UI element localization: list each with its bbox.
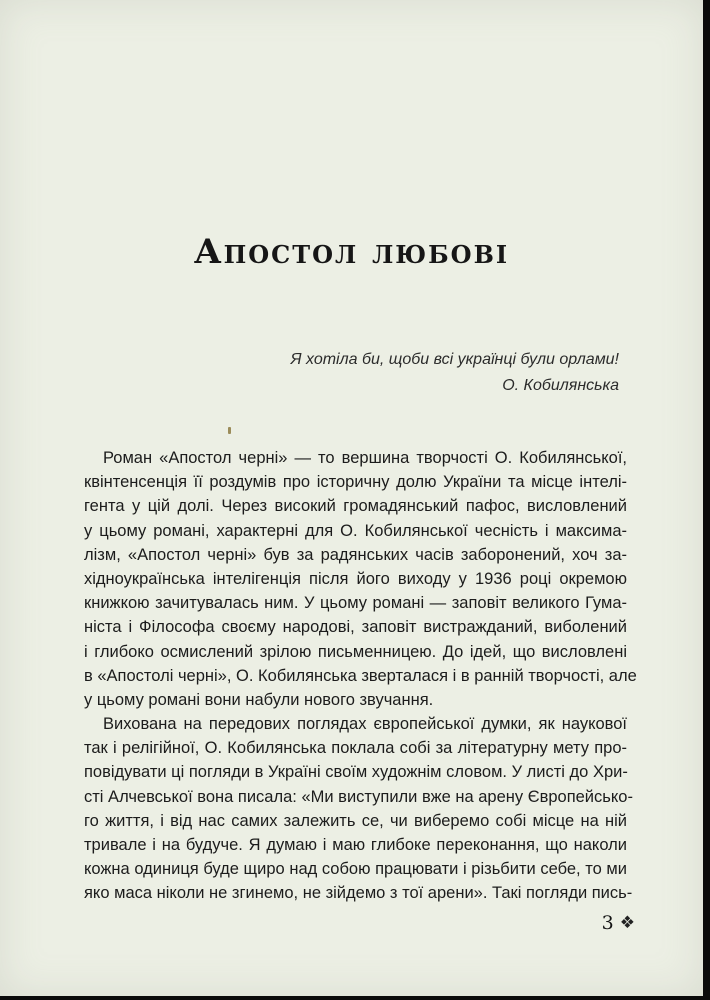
text-line: гента у цій долі. Через високий громадянський пафос, висловлений — [84, 497, 627, 516]
epigraph-author: О. Кобилянська — [502, 377, 619, 394]
text-line: лізм, «Апостол черні» був за радянських часів заборонений, хоч за- — [84, 545, 627, 564]
text-line: ніста і Філософа своєму народові, заповіт вистражданий, виболений — [84, 618, 627, 637]
text-line: і глибоко осмислений зрілою письменницею. До ідей, що висловлені — [84, 642, 627, 661]
text-line: кожна одиниця буде щиро над собою працювати і різьбити себе, то ми — [84, 860, 627, 879]
text-line: го життя, і від нас самих залежить се, чи виберемо собі місце на ній — [84, 811, 627, 830]
paragraph — [84, 712, 633, 906]
paragraph — [84, 446, 637, 712]
text-line: Роман «Апостол черні» — то вершина творчості О. Кобилянської, — [103, 449, 627, 467]
chapter-title: Апостол любові — [193, 232, 510, 272]
epigraph-quote: Я хотіла би, щоби всі українці були орлами! — [290, 351, 619, 368]
ink-speck — [228, 427, 231, 434]
body-text — [84, 446, 637, 906]
text-line: книжкою зачитувалась ним. У цьому романі — заповіт великого Гума- — [84, 594, 627, 613]
text-line: тривале і на будуче. Я думаю і маю глибоке переконання, що наколи — [84, 836, 627, 854]
text-line: хідноукраїнська інтелігенція після його виходу у 1936 році окремою — [84, 569, 627, 588]
text-line: Вихована на передових поглядах європейської думки, як наукової — [103, 715, 627, 734]
text-line: так і релігійної, О. Кобилянська поклала собі за літературну мету про- — [84, 739, 627, 758]
text-line: сті Алчевської вона писала: «Ми виступили вже на арену Європейсько- — [84, 787, 633, 806]
text-line: квінтенсенція її роздумів про історичну долю України та місце інтелі- — [84, 473, 627, 492]
text-line: в «Апостолі черні», О. Кобилянська зверталася і в ранній творчості, але — [84, 666, 637, 685]
text-line: у цьому романі вони набули нового звучання. — [84, 690, 434, 709]
text-line: повідувати ці погляди в Україні своїм художнім словом. У листі до Хри- — [84, 763, 628, 782]
page-number: 3 — [601, 912, 614, 934]
page-footer — [602, 912, 635, 934]
text-line: яко маса ніколи не згинемо, не зійдемо з тої арени». Такі погляди пись- — [84, 884, 633, 903]
text-line: у цьому романі, характерні для О. Кобилянської чесність і максима- — [84, 521, 627, 540]
four-diamond-ornament-icon: ❖ — [619, 913, 635, 933]
